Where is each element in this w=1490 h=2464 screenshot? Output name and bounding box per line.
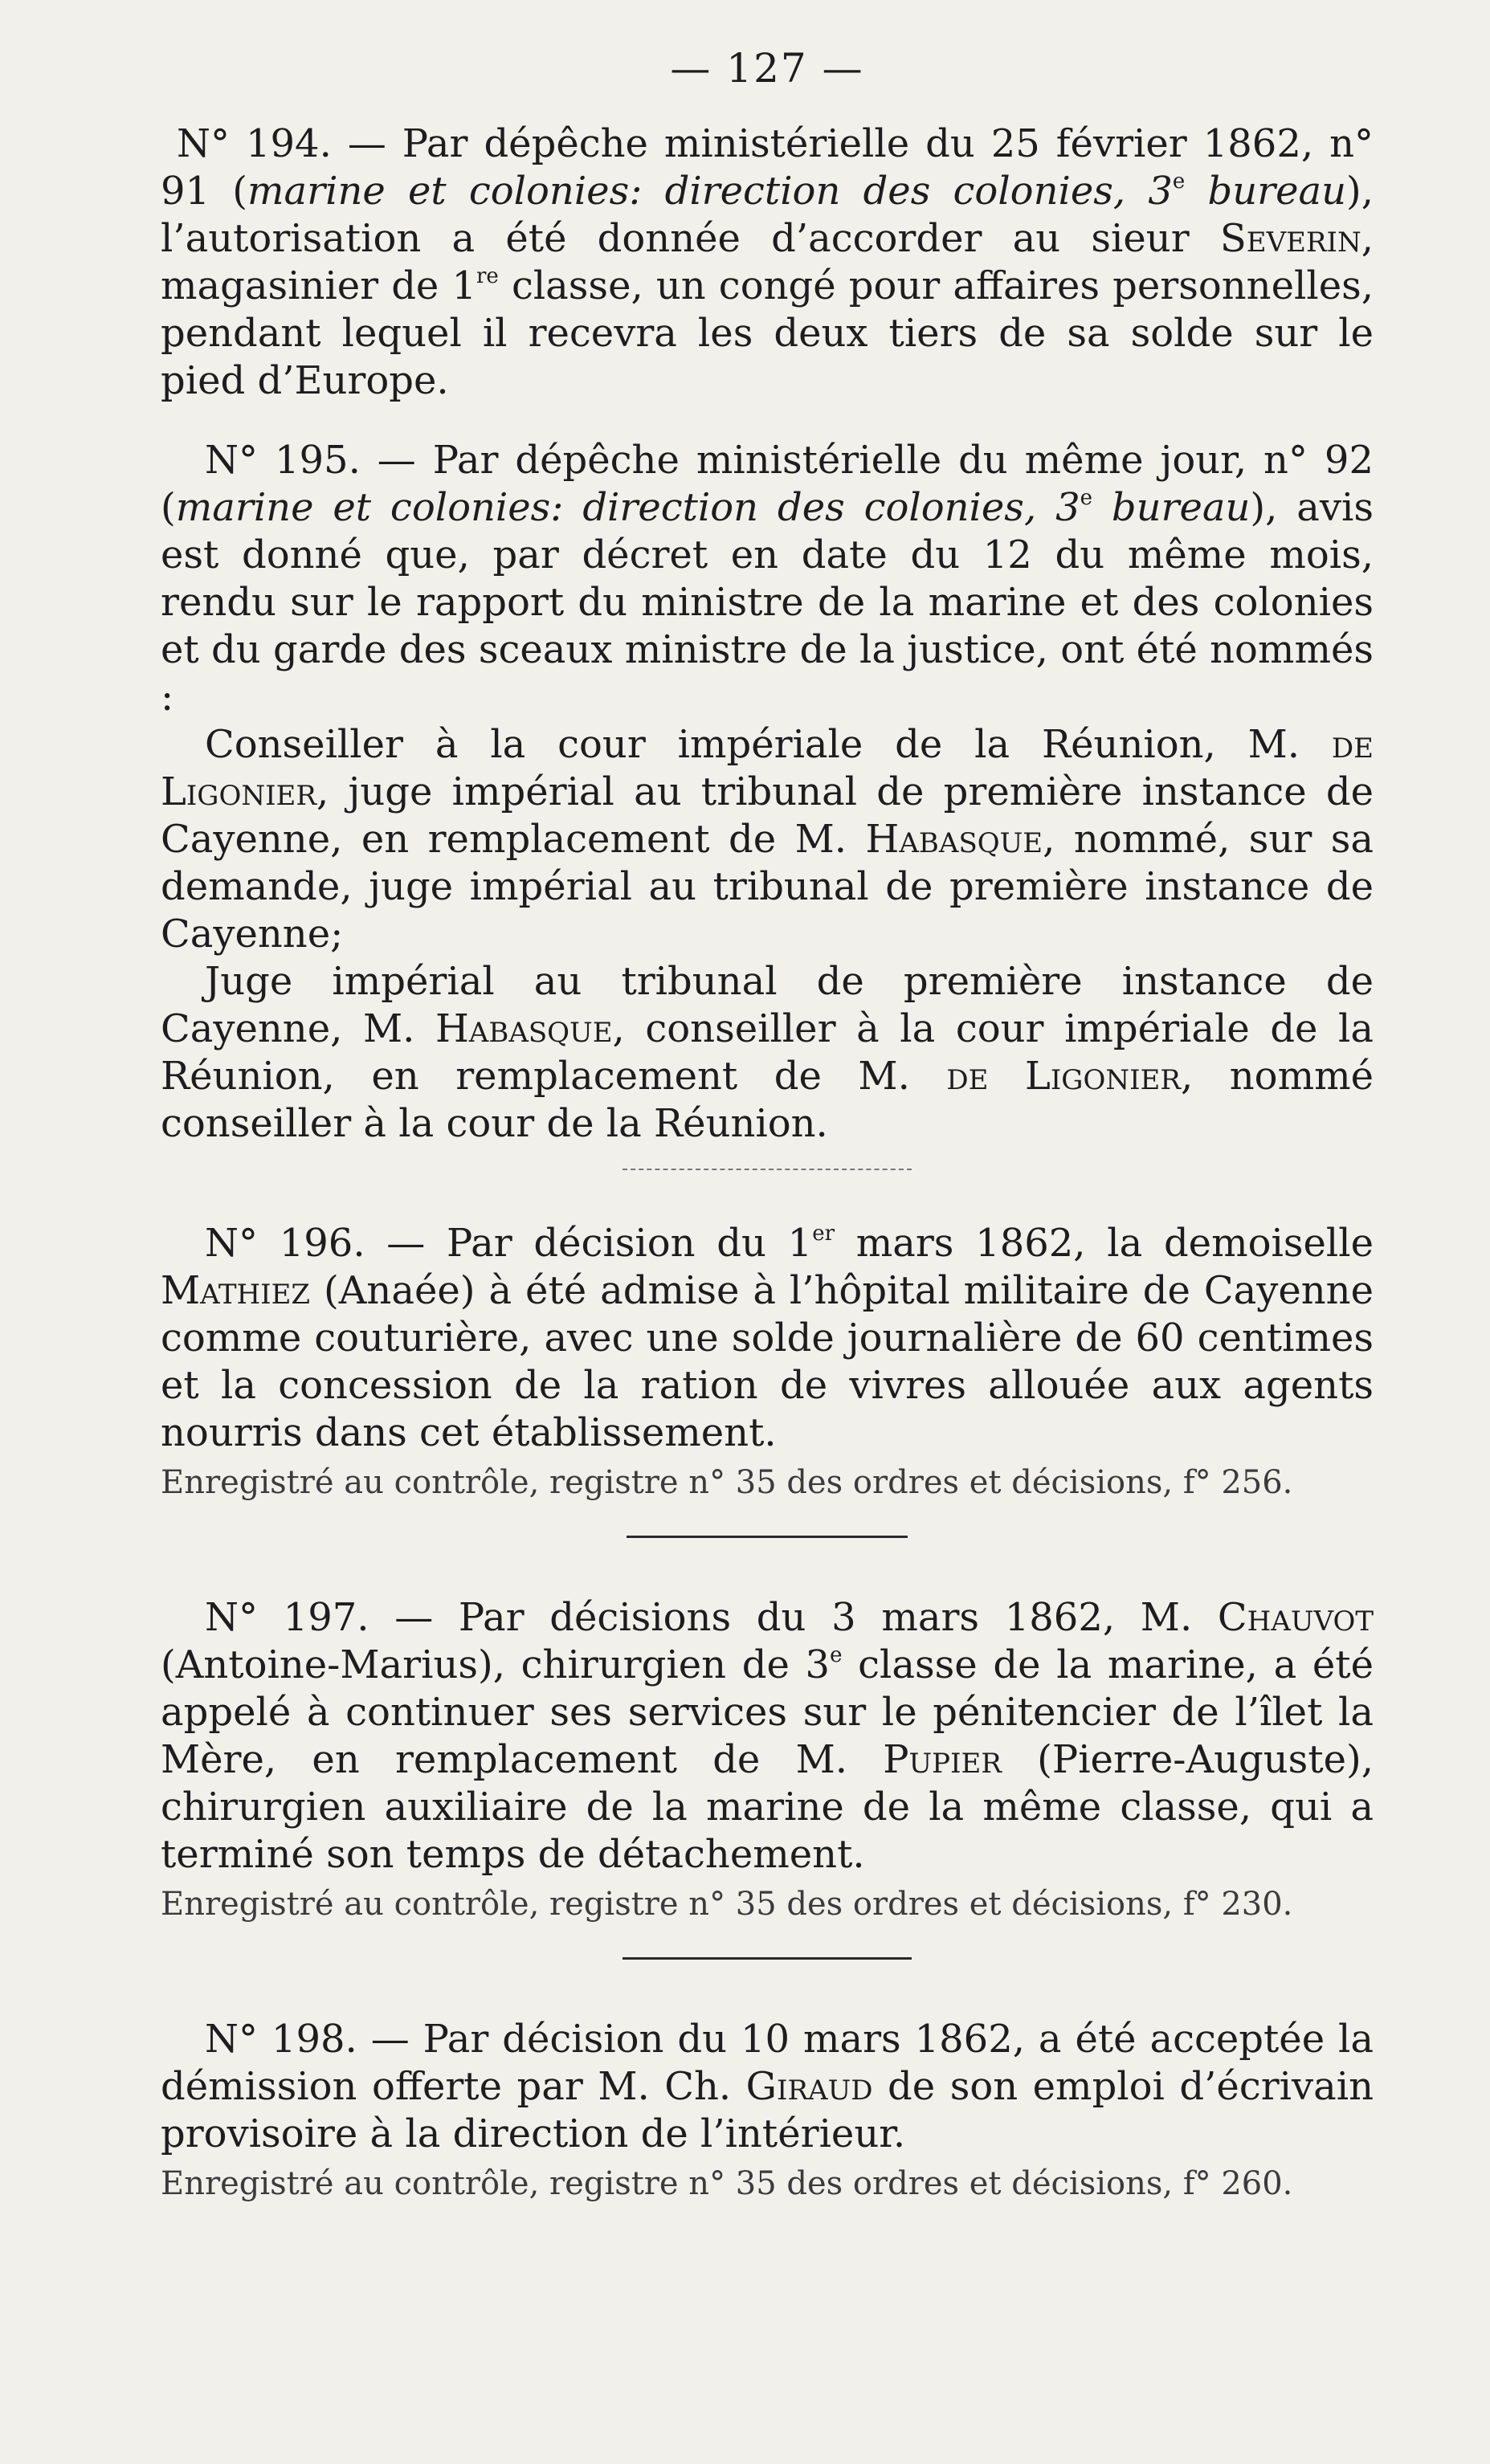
page — [161, 45, 1374, 2205]
person-name: Habasque — [865, 817, 1043, 862]
person-name: Giraud — [745, 2064, 873, 2109]
entry-195-appointment-2: Juge impérial au tribunal de première instance de Cayenne, M. Habasque, conseiller à la cour impériale de la Réunion, en remplacement de M. de Ligonier, nommé conseiller à la cour de la Réunion. — [161, 959, 1374, 1146]
entry-194 — [161, 120, 1374, 405]
registration-note: Enregistré au contrôle, registre n° 35 des ordres et décisions, f° 256. — [161, 1464, 1293, 1501]
entry-198 — [161, 2016, 1374, 2205]
person-name: Habasque — [435, 1006, 613, 1051]
separator-rule — [623, 1957, 912, 1960]
entry-195-text: N° 195. — Par dépêche ministérielle du même jour, n° 92 (marine et colonies: direction des colonies, 3e bureau), avis est donné que, par décret en date du 12 du même mois, rendu sur le rapport du ministre de la marine et des colonies et du garde des sceaux ministre de la justice, ont été nommés : — [161, 438, 1374, 720]
person-name: de Ligonier — [946, 1054, 1181, 1099]
person-name: Mathiez — [161, 1268, 311, 1313]
entry-197-text: N° 197. — Par décisions du 3 mars 1862, M. Chauvot (Antoine-Marius), chirurgien de 3e classe de la marine, a été appelé à continuer ses services sur le pénitencier de l’îlet la Mère, en remplacement de M. Pupier (Pierre-Auguste), chirurgien auxiliaire de la marine de la même classe, qui a terminé son temps de détachement. — [161, 1595, 1374, 1877]
person-name: de Ligonier — [161, 722, 1374, 814]
registration-note: Enregistré au contrôle, registre n° 35 des ordres et décisions, f° 260. — [161, 2165, 1293, 2202]
person-name: Chauvot — [1217, 1595, 1374, 1640]
entry-195-appointment-1: Conseiller à la cour impériale de la Réunion, M. de Ligonier, juge impérial au tribunal de première instance de Cayenne, en remplacement de M. Habasque, nommé, sur sa demande, juge impérial au tribunal de première instance de Cayenne; — [161, 722, 1374, 957]
entry-196 — [161, 1220, 1374, 1503]
person-name: Severin — [1219, 216, 1361, 261]
entry-198-text: N° 198. — Par décision du 10 mars 1862, a été acceptée la démission offerte par M. Ch. Giraud de son emploi d’écrivain provisoire à la direction de l’intérieur. — [161, 2017, 1374, 2156]
entry-194-text: N° 194. — Par dépêche ministérielle du 25 février 1862, n° 91 (marine et colonies: direction des colonies, 3e bureau), l’autorisation a été donnée d’accorder au sieur Severin, magasinier de 1re classe, un congé pour affaires personnelles, pendant lequel il recevra les deux tiers de sa solde sur le pied d’Europe. — [161, 121, 1374, 403]
separator-rule — [623, 1169, 912, 1170]
entry-197 — [161, 1594, 1374, 1925]
separator-rule — [627, 1536, 908, 1538]
person-name: Pupier — [883, 1737, 1002, 1782]
page-number: — 127 — — [670, 45, 864, 92]
registration-note: Enregistré au contrôle, registre n° 35 des ordres et décisions, f° 230. — [161, 1886, 1293, 1923]
entry-195 — [161, 437, 1374, 1148]
entry-196-text: N° 196. — Par décision du 1er mars 1862, la demoiselle Mathiez (Anaée) à été admise à l’hôpital militaire de Cayenne comme couturière, avec une solde journalière de 60 centimes et la concession de la ration de vivres allouée aux agents nourris dans cet établissement. — [161, 1221, 1374, 1455]
